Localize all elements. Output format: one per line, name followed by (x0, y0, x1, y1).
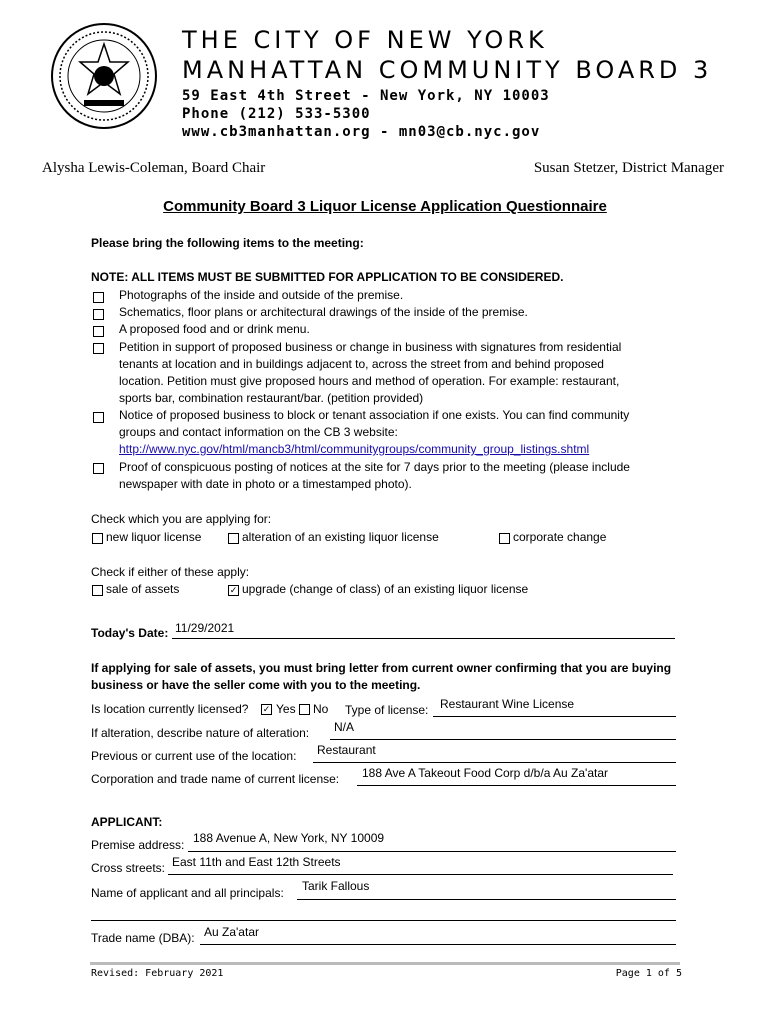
type-label: Type of license: (345, 703, 429, 717)
alteration-field[interactable]: N/A (334, 720, 355, 734)
yes-label: Yes (276, 702, 296, 716)
sale-note: If applying for sale of assets, you must bring letter from current owner confirming that you are buying (91, 661, 672, 675)
corporate-change-label: corporate change (513, 530, 607, 544)
item-checkbox[interactable] (93, 326, 104, 337)
alteration-checkbox[interactable] (228, 533, 239, 544)
name-label: Name of applicant and all principals: (91, 886, 284, 900)
previous-use-field[interactable]: Restaurant (317, 743, 376, 757)
date-label: Today's Date: (91, 626, 169, 640)
trade-field[interactable]: Au Za'atar (204, 925, 259, 939)
alteration-label: alteration of an existing liquor license (242, 530, 439, 544)
date-field[interactable]: 11/29/2021 (175, 621, 235, 635)
previous-use-label: Previous or current use of the location: (91, 749, 297, 763)
item-checkbox[interactable] (93, 412, 104, 423)
upgrade-label: upgrade (change of class) of an existing liquor license (242, 582, 529, 596)
checklist-item: Proof of conspicuous posting of notices at the site for 7 days prior to the meeting (please include (119, 460, 630, 474)
applicant-heading: APPLICANT: (91, 815, 163, 829)
header-title-line2: MANHATTAN COMMUNITY BOARD 3 (182, 56, 713, 84)
item-checkbox[interactable] (93, 309, 104, 320)
checklist-item-cont: sports bar, combination restaurant/bar. (petition provided) (119, 391, 424, 405)
bring-items-label: Please bring the following items to the meeting: (91, 236, 364, 250)
footer-revised: Revised: February 2021 (91, 968, 224, 979)
board-chair: Alysha Lewis-Coleman, Board Chair (42, 160, 266, 176)
city-seal-icon (50, 22, 158, 130)
item-checkbox[interactable] (93, 343, 104, 354)
checklist-item: Petition in support of proposed business or change in business with signatures from residential (119, 340, 622, 354)
cross-label: Cross streets: (91, 861, 166, 875)
checklist-item-cont: location. Petition must give proposed hours and method of operation. For example: restaurant, (119, 374, 620, 388)
footer-page: Page 1 of 5 (615, 968, 682, 979)
item-checkbox[interactable] (93, 292, 104, 303)
yes-checkbox[interactable]: ✓ (262, 704, 271, 714)
checklist-item-cont: tenants at location and in buildings adjacent to, across the street from and behind proposed (119, 357, 604, 371)
applying-for-label: Check which you are applying for: (91, 512, 272, 526)
header-title-line1: THE CITY OF NEW YORK (182, 26, 548, 54)
checklist-item: Photographs of the inside and outside of the premise. (119, 288, 404, 302)
no-label: No (313, 702, 329, 716)
premise-field[interactable]: 188 Avenue A, New York, NY 10009 (193, 831, 385, 845)
form-title: Community Board 3 Liquor License Application Questionnaire (163, 198, 607, 215)
checklist-item-cont: newspaper with date in photo or a timestamped photo). (119, 477, 412, 491)
either-apply-label: Check if either of these apply: (91, 565, 250, 579)
header-web-email: www.cb3manhattan.org - mn03@cb.nyc.gov (182, 124, 541, 140)
premise-label: Premise address: (91, 838, 185, 852)
name-field[interactable]: Tarik Fallous (302, 879, 370, 893)
licensed-label: Is location currently licensed? (91, 702, 249, 716)
type-field[interactable]: Restaurant Wine License (440, 697, 575, 711)
district-manager: Susan Stetzer, District Manager (533, 160, 724, 176)
note-label: NOTE: ALL ITEMS MUST BE SUBMITTED FOR APPLICATION TO BE CONSIDERED. (91, 270, 564, 284)
new-license-checkbox[interactable] (92, 533, 103, 544)
item-checkbox[interactable] (93, 463, 104, 474)
checklist-item: A proposed food and or drink menu. (119, 322, 310, 336)
sale-note-period: . (417, 678, 421, 692)
header-address: 59 East 4th Street - New York, NY 10003 (182, 88, 550, 104)
checklist-item: Schematics, floor plans or architectural drawings of the inside of the premise. (119, 305, 528, 319)
corp-field[interactable]: 188 Ave A Takeout Food Corp d/b/a Au Za'atar (362, 766, 609, 780)
alteration-nature-label: If alteration, describe nature of alteration: (91, 726, 310, 740)
upgrade-checkbox[interactable]: ✓ (229, 585, 238, 595)
new-license-label: new liquor license (106, 530, 202, 544)
checklist-item-cont: groups and contact information on the CB 3 website: (119, 425, 398, 439)
sale-of-assets-label: sale of assets (106, 582, 180, 596)
header-phone: Phone (212) 533-5300 (182, 106, 371, 122)
trade-label: Trade name (DBA): (91, 931, 195, 945)
no-checkbox[interactable] (299, 704, 310, 715)
extra-principals-line[interactable] (91, 920, 676, 921)
sale-note-2: business or have the seller come with you to the meeting (91, 678, 418, 692)
corporate-change-checkbox[interactable] (499, 533, 510, 544)
sale-of-assets-checkbox[interactable] (92, 585, 103, 596)
community-groups-link[interactable]: http://www.nyc.gov/html/mancb3/html/communitygroups/community_group_listings.shtml (119, 442, 590, 456)
checklist-item: Notice of proposed business to block or tenant association if one exists. You can find community (119, 408, 630, 422)
corp-label: Corporation and trade name of current license: (91, 772, 340, 786)
footer-rule (90, 962, 680, 965)
cross-field[interactable]: East 11th and East 12th Streets (172, 855, 341, 869)
